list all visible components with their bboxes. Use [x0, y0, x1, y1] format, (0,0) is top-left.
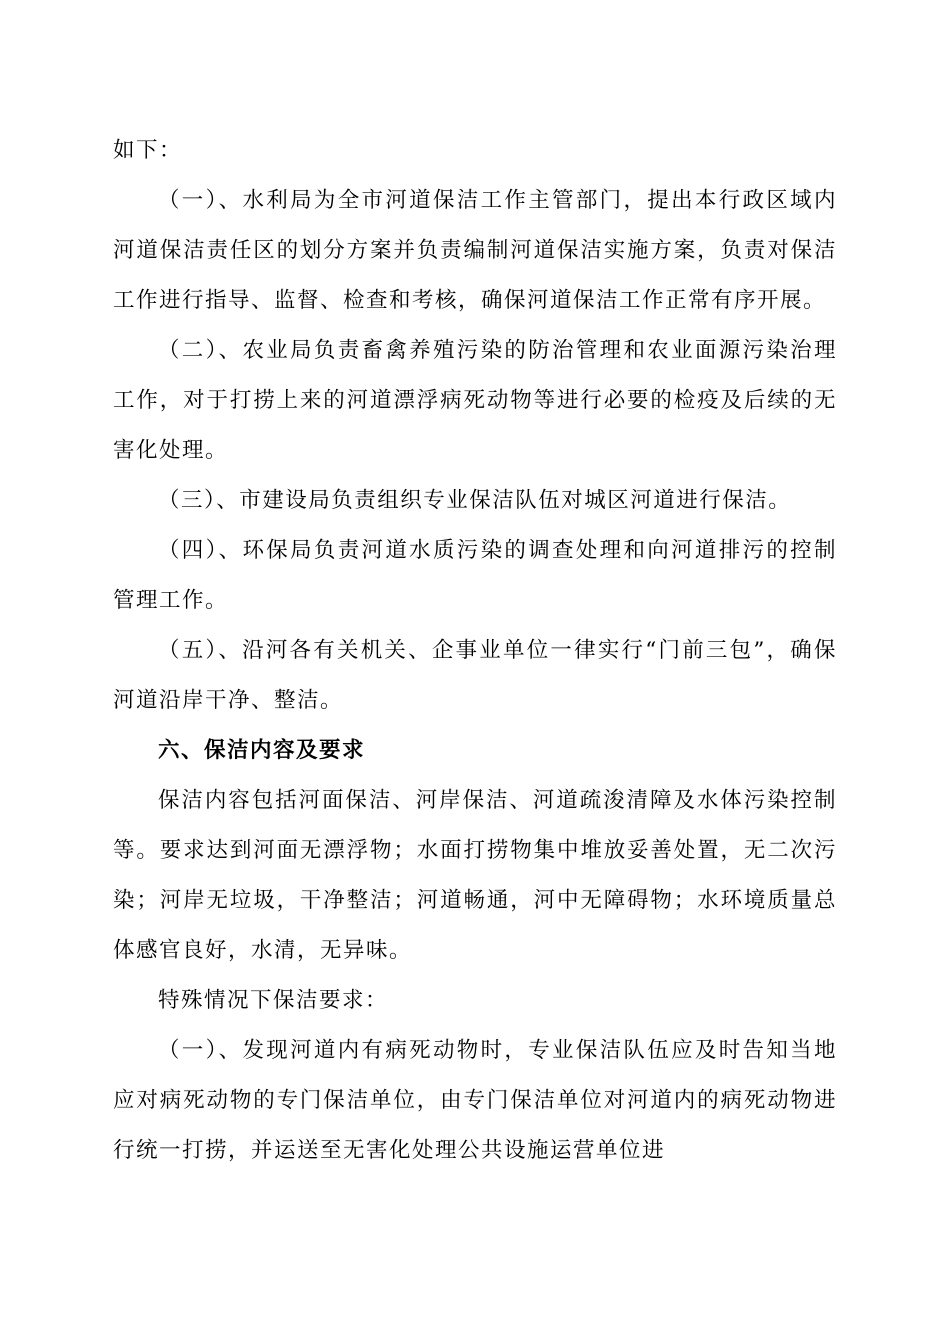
paragraph-item-5-riverside-units: （五）、沿河各有关机关、企事业单位一律实行“门前三包”，确保河道沿岸干净、整洁。: [113, 638, 837, 713]
paragraph-continuation: 如下：: [113, 138, 183, 163]
paragraph-item-2-agriculture-bureau: （二）、农业局负责畜禽养殖污染的防治管理和农业面源污染治理工作，对于打捞上来的河道漂浮病死动物等进行必要的检疫及后续的无害化处理。: [113, 338, 837, 463]
paragraph-item-3-construction-bureau: （三）、市建设局负责组织专业保洁队伍对城区河道进行保洁。: [158, 488, 792, 513]
body-text: [113, 126, 837, 1176]
paragraph-item-4-environment-bureau: （四）、环保局负责河道水质污染的调查处理和向河道排污的控制管理工作。: [113, 538, 837, 613]
section-heading-6: 六、保洁内容及要求: [158, 738, 366, 763]
paragraph-special-requirements-intro: 特殊情况下保洁要求：: [158, 988, 389, 1013]
paragraph-cleaning-content: 保洁内容包括河面保洁、河岸保洁、河道疏浚清障及水体污染控制等。要求达到河面无漂浮物；水面打捞物集中堆放妥善处置，无二次污染；河岸无垃圾，干净整洁；河道畅通，河中无障碍物；水环境质量总体感官良好，水清，无异味。: [113, 788, 837, 963]
paragraph-item-1-water-bureau: （一）、水利局为全市河道保洁工作主管部门，提出本行政区域内河道保洁责任区的划分方案并负责编制河道保洁实施方案，负责对保洁工作进行指导、监督、检查和考核，确保河道保洁工作正常有序开展。: [113, 188, 837, 313]
paragraph-special-item-1: （一）、发现河道内有病死动物时，专业保洁队伍应及时告知当地应对病死动物的专门保洁单位，由专门保洁单位对河道内的病死动物进行统一打捞，并运送至无害化处理公共设施运营单位进: [113, 1038, 837, 1163]
